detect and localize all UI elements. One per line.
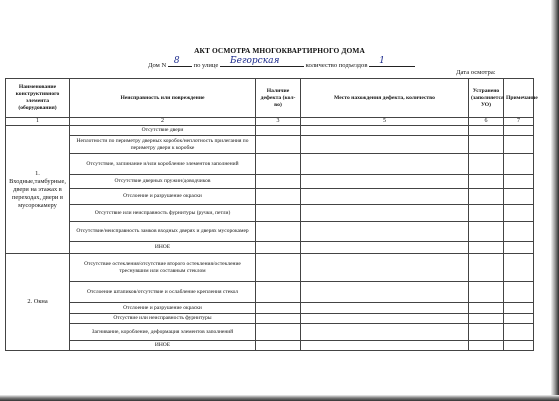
entrances-label: количество подъездов: [305, 62, 368, 69]
count-cell[interactable]: [256, 324, 301, 341]
header-count: Наличие дефекта (кол-во): [256, 79, 301, 118]
column-number: 2: [70, 118, 256, 126]
fixed-cell[interactable]: [469, 136, 504, 154]
column-number: 7: [504, 118, 534, 126]
table-row: [6, 126, 534, 136]
count-cell[interactable]: [256, 136, 301, 154]
table-row: [6, 222, 534, 242]
fixed-cell[interactable]: [469, 126, 504, 136]
count-cell[interactable]: [256, 205, 301, 222]
count-cell[interactable]: [256, 303, 301, 314]
column-number-row: [6, 118, 534, 126]
defect-cell: Отсутствие остекления/отсутствие второго остекления/остекление треснувшим или составным стеклом: [70, 254, 256, 282]
fixed-cell[interactable]: [469, 154, 504, 175]
note-cell[interactable]: [504, 136, 534, 154]
note-cell[interactable]: [504, 222, 534, 242]
count-cell[interactable]: [256, 189, 301, 205]
note-cell[interactable]: [504, 341, 534, 351]
count-cell[interactable]: [256, 314, 301, 324]
note-cell[interactable]: [504, 303, 534, 314]
fixed-cell[interactable]: [469, 314, 504, 324]
table-row: [6, 282, 534, 303]
location-cell[interactable]: [301, 324, 469, 341]
column-number: 3: [256, 118, 301, 126]
street-field[interactable]: [220, 58, 304, 67]
table-row: [6, 303, 534, 314]
table-row: [6, 205, 534, 222]
fixed-cell[interactable]: [469, 324, 504, 341]
entrances-value: 1: [379, 56, 385, 66]
location-cell[interactable]: [301, 222, 469, 242]
location-cell[interactable]: [301, 136, 469, 154]
column-number: 6: [469, 118, 504, 126]
page-bottom-shadow: [0, 395, 559, 401]
street-value: Бегорская: [230, 56, 280, 66]
note-cell[interactable]: [504, 154, 534, 175]
location-cell[interactable]: [301, 126, 469, 136]
count-cell[interactable]: [256, 126, 301, 136]
house-value: 8: [173, 56, 180, 66]
column-number: 1: [6, 118, 70, 126]
table-row: [6, 136, 534, 154]
header-fixed: Устранено (заполняется УО): [469, 79, 504, 118]
location-cell[interactable]: [301, 314, 469, 324]
count-cell[interactable]: [256, 282, 301, 303]
location-cell[interactable]: [301, 254, 469, 282]
location-cell[interactable]: [301, 154, 469, 175]
fixed-cell[interactable]: [469, 341, 504, 351]
defect-cell: Отслоение и разрушение окраски: [70, 303, 256, 314]
count-cell[interactable]: [256, 254, 301, 282]
note-cell[interactable]: [504, 254, 534, 282]
page-edge-shadow: [551, 0, 559, 401]
defect-cell: Неплотности по периметру дверных коробок/неплотность прилегания по периметру двери к коробке: [70, 136, 256, 154]
table-row: [6, 189, 534, 205]
defect-cell: Отсутствие двери: [70, 126, 256, 136]
location-cell[interactable]: [301, 341, 469, 351]
count-cell[interactable]: [256, 242, 301, 254]
count-cell[interactable]: [256, 175, 301, 189]
table-row: [6, 314, 534, 324]
defect-cell: Отсутствие или неисправность фурнитуры (ручки, петли): [70, 205, 256, 222]
defect-cell: Отсутствие дверных пружин/доводчиков: [70, 175, 256, 189]
table-row: [6, 254, 534, 282]
table-row: [6, 175, 534, 189]
defect-cell: Отсутствие, заглинание и/или коробление элементов заполнений: [70, 154, 256, 175]
header-location: Место нахождения дефекта, количество: [301, 79, 469, 118]
defect-cell: Отсутствие/неисправность замков входных дверях и дверях мусорокамер: [70, 222, 256, 242]
note-cell[interactable]: [504, 282, 534, 303]
header-defect: Неисправность или повреждение: [70, 79, 256, 118]
document-title: АКТ ОСМОТРА МНОГОКВАРТИРНОГО ДОМА: [194, 46, 365, 55]
entrances-field[interactable]: [369, 58, 415, 67]
header-note: Примечание: [504, 79, 534, 118]
defect-cell: Отслоение и разрушение окраски: [70, 189, 256, 205]
note-cell[interactable]: [504, 324, 534, 341]
street-label: по улице: [193, 62, 219, 69]
element-name-windows: 2. Окна: [6, 254, 70, 351]
note-cell[interactable]: [504, 126, 534, 136]
inspection-table: [5, 78, 538, 351]
count-cell[interactable]: [256, 222, 301, 242]
location-cell[interactable]: [301, 242, 469, 254]
fixed-cell[interactable]: [469, 205, 504, 222]
column-number: 5: [301, 118, 469, 126]
table-row: [6, 324, 534, 341]
note-cell[interactable]: [504, 205, 534, 222]
note-cell[interactable]: [504, 175, 534, 189]
fixed-cell[interactable]: [469, 282, 504, 303]
defect-cell: Загнивание, коробление, деформация элементов заполнений: [70, 324, 256, 341]
location-cell[interactable]: [301, 189, 469, 205]
count-cell[interactable]: [256, 154, 301, 175]
house-field[interactable]: [168, 58, 192, 67]
fixed-cell[interactable]: [469, 189, 504, 205]
fixed-cell[interactable]: [469, 242, 504, 254]
table-header-row: [6, 79, 534, 118]
defect-cell: ИНОЕ: [70, 341, 256, 351]
location-cell[interactable]: [301, 303, 469, 314]
defect-cell: Отсуствие или неисправность фурнитуры: [70, 314, 256, 324]
location-cell[interactable]: [301, 282, 469, 303]
note-cell[interactable]: [504, 314, 534, 324]
fixed-cell[interactable]: [469, 222, 504, 242]
header-element: Наименование конструктивного элемента (оборудования): [6, 79, 70, 118]
location-cell[interactable]: [301, 205, 469, 222]
element-name-doors: 1. Входные,тамбурные, двери на этажах в переходах, двери в мусорокамеру: [6, 126, 70, 254]
table-row: [6, 341, 534, 351]
table-row: [6, 242, 534, 254]
header-fields: [148, 58, 415, 69]
count-cell[interactable]: [256, 341, 301, 351]
fixed-cell[interactable]: [469, 175, 504, 189]
fixed-cell[interactable]: [469, 303, 504, 314]
note-cell[interactable]: [504, 242, 534, 254]
fixed-cell[interactable]: [469, 254, 504, 282]
house-label: Дом N: [148, 62, 167, 69]
table-row: [6, 154, 534, 175]
defect-cell: ИНОЕ: [70, 242, 256, 254]
inspection-date-label: Дата осмотра:: [456, 69, 496, 76]
defect-cell: Отслоение штапиков/отсутствие и ослабление крепления стекол: [70, 282, 256, 303]
location-cell[interactable]: [301, 175, 469, 189]
note-cell[interactable]: [504, 189, 534, 205]
